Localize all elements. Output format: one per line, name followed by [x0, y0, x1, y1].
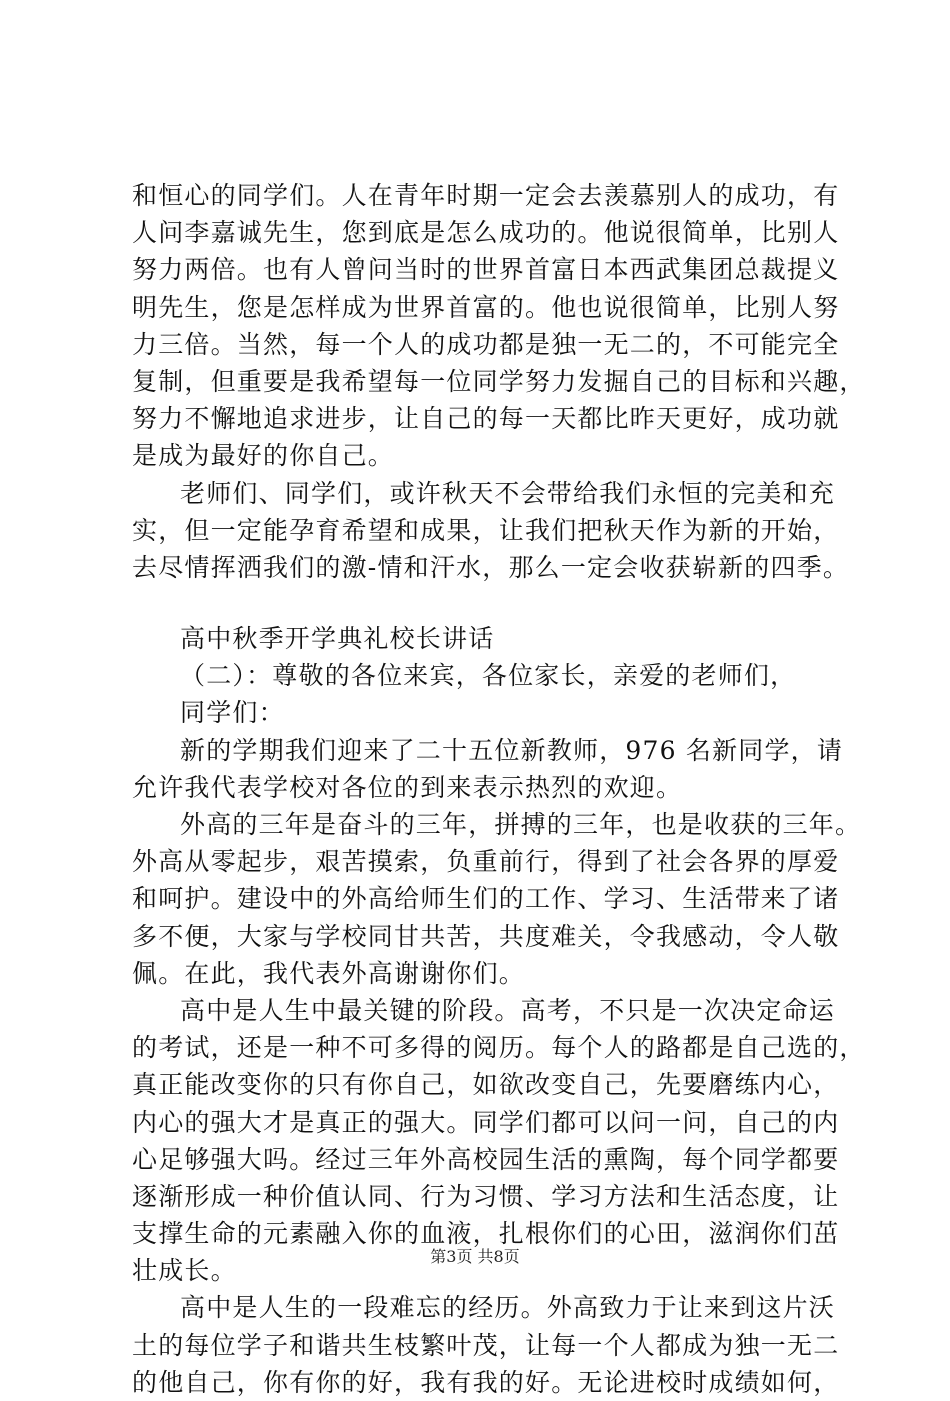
paragraph [132, 177, 866, 475]
text-line: 高中秋季开学典礼校长讲话 [180, 624, 495, 654]
text-line: （二）：尊敬的各位来宾，各位家长，亲爱的老师们， [180, 661, 797, 691]
text-line: 佩。在此，我代表外高谢谢你们。 [132, 958, 526, 988]
paragraph [132, 732, 844, 806]
text-line: 的考试，还是一种不可多得的阅历。每个人的路都是自己选的， [132, 1033, 866, 1063]
paragraph-gap [132, 586, 832, 620]
text-line: 支撑生命的元素融入你的血液，扎根你们的心田，滋润你们茁 [132, 1219, 840, 1249]
text-line: 高中是人生中最关键的阶段。高考，不只是一次决定命运 [180, 995, 836, 1025]
text-line: 和呵护。建设中的外高给师生们的工作、学习、生活带来了诸 [132, 884, 840, 914]
text-line: 老师们、同学们，或许秋天不会带给我们永恒的完美和充 [180, 478, 836, 508]
paragraph [132, 1289, 840, 1401]
text-line: 多不便，大家与学校同甘共苦，共度难关，令我感动，令人敬 [132, 921, 840, 951]
text-line: 心足够强大吗。经过三年外高校园生活的熏陶，每个同学都要 [132, 1144, 840, 1174]
text-line: 努力不懈地追求进步，让自己的每一天都比昨天更好，成功就 [132, 404, 840, 434]
text-line: 真正能改变你的只有你自己，如欲改变自己，先要磨练内心， [132, 1070, 840, 1100]
text-line: 人问李嘉诚先生，您到底是怎么成功的。他说很简单，比别人 [132, 218, 840, 248]
text-line: 同学们： [180, 698, 285, 728]
document-body [132, 177, 866, 1401]
text-line: 努力两倍。也有人曾问当时的世界首富日本西武集团总裁提义 [132, 255, 840, 285]
text-line: 力三倍。当然，每一个人的成功都是独一无二的，不可能完全 [132, 329, 840, 359]
text-line: 高中是人生的一段难忘的经历。外高致力于让来到这片沃 [180, 1293, 836, 1323]
text-line: 和恒心的同学们。人在青年时期一定会去羡慕别人的成功，有 [132, 181, 840, 210]
text-line: 逐渐形成一种价值认同、行为习惯、学习方法和生活态度，让 [132, 1181, 840, 1211]
page-footer: 第3页 共8页 [430, 1247, 520, 1266]
text-line: 复制，但重要是我希望每一位同学努力发掘自己的目标和兴趣， [132, 366, 866, 396]
paragraph [132, 694, 832, 731]
text-line: 的他自己，你有你的好，我有我的好。无论进校时成绩如何， [132, 1367, 840, 1397]
paragraph [132, 657, 832, 694]
text-line: 内心的强大才是真正的强大。同学们都可以问一问，自己的内 [132, 1107, 840, 1137]
text-line: 是成为最好的你自己。 [132, 441, 395, 471]
text-line: 壮成长。 [132, 1256, 237, 1286]
text-line: 外高的三年是奋斗的三年，拼搏的三年，也是收获的三年。 [180, 810, 862, 839]
text-line: 新的学期我们迎来了二十五位新教师，976 名新同学，请 [180, 735, 844, 765]
text-line: 外高从零起步，艰苦摸索，负重前行，得到了社会各界的厚爱 [132, 847, 840, 877]
text-line: 明先生，您是怎样成为世界首富的。他也说很简单，比别人努 [132, 292, 840, 322]
paragraph [132, 806, 862, 992]
text-line: 去尽情挥洒我们的激-情和汗水，那么一定会收获崭新的四季。 [132, 552, 850, 582]
paragraph [132, 475, 850, 587]
text-line: 土的每位学子和谐共生枝繁叶茂，让每一个人都成为独一无二 [132, 1330, 840, 1360]
text-line: 实，但一定能孕育希望和成果，让我们把秋天作为新的开始， [132, 515, 840, 545]
paragraph [132, 620, 832, 657]
text-line: 允许我代表学校对各位的到来表示热烈的欢迎。 [132, 772, 683, 802]
